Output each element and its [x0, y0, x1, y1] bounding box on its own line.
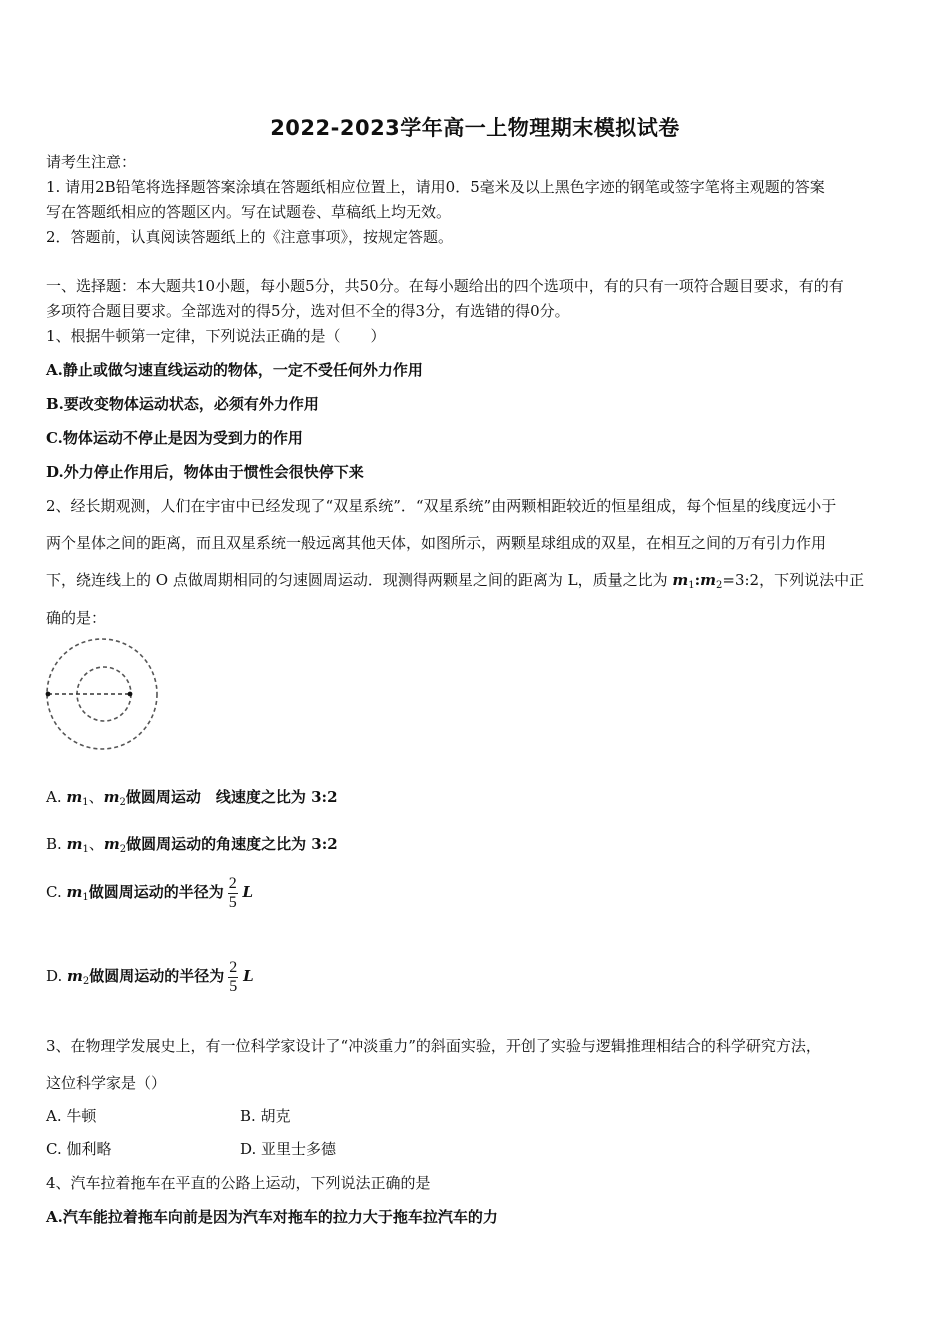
page-title: 2022-2023学年高一上物理期末模拟试卷	[270, 116, 680, 140]
q2-option-d	[46, 956, 906, 1002]
q2-option-a-text: 做圆周运动 线速度之比为 3:2	[125, 788, 338, 806]
q1-option-b: B.要改变物体运动状态，必须有外力作用	[46, 395, 319, 413]
q2-option-c-fraction	[228, 875, 238, 912]
q2-option-d-frac-num: 2	[229, 958, 238, 976]
q2-option-c-frac-den: 5	[228, 893, 237, 911]
q1-option-c: C.物体运动不停止是因为受到力的作用	[46, 429, 303, 447]
q1-stem: 1、根据牛顿第一定律，下列说法正确的是（ ）	[46, 327, 386, 345]
section-intro-2: 多项符合题目要求。全部选对的得5分，选对但不全的得3分，有选错的得0分。	[46, 302, 570, 320]
q1-option-d: D.外力停止作用后，物体由于惯性会很快停下来	[46, 463, 364, 481]
q2-m2-sub: 2	[716, 580, 723, 591]
q3-option-row-2	[46, 1139, 906, 1159]
q2-stem-3b: =3:2，下列说法中正	[722, 571, 865, 589]
q1-option-a: A.静止或做匀速直线运动的物体，一定不受任何外力作用	[46, 361, 423, 379]
star-1	[46, 692, 51, 697]
q2-stem-1: 2、经长期观测，人们在宇宙中已经发现了“双星系统”．“双星系统”由两颗相距较近的恒星组成，每个恒星的线度远小于	[46, 497, 837, 515]
q2-option-b	[46, 834, 906, 860]
notice-heading: 请考生注意：	[46, 153, 137, 171]
q2-stem-2: 两个星体之间的距离，而且双星系统一般远离其他天体，如图所示，两颗星球组成的双星，在相互之间的万有引力作用	[46, 534, 827, 552]
q3-stem-2: 这位科学家是（）	[46, 1074, 167, 1092]
q2-colon: :	[694, 571, 701, 589]
q2-option-c-text: 做圆周运动的半径为	[88, 883, 224, 901]
star-2	[128, 692, 133, 697]
q2-m1-sub: 1	[688, 580, 695, 591]
q2-stem-3	[46, 570, 906, 596]
q2-option-b-prefix: B.	[46, 835, 67, 853]
q3-option-row-1	[46, 1106, 906, 1126]
binary-star-diagram	[44, 636, 164, 752]
q2-option-b-m1: m	[66, 835, 83, 853]
notice-line-1a: 1. 请用2B铅笔将选择题答案涂填在答题纸相应位置上，请用0．5毫米及以上黑色字迹的钢笔或签字笔将主观题的答案	[46, 178, 825, 196]
q3-option-a: A. 牛顿	[46, 1107, 97, 1125]
q2-option-c-m1: m	[66, 883, 83, 901]
q4-stem: 4、汽车拉着拖车在平直的公路上运动，下列说法正确的是	[46, 1174, 431, 1192]
q2-option-a-m1: m	[66, 788, 83, 806]
q2-option-c-L: L	[242, 883, 254, 901]
q2-option-c	[46, 872, 906, 918]
q2-option-d-prefix: D.	[46, 967, 68, 985]
q2-option-a-sep: 、	[88, 788, 104, 806]
q2-m2: m	[700, 571, 717, 589]
q2-option-d-m2: m	[67, 967, 83, 985]
q2-option-c-m1-sub: 1	[82, 892, 89, 903]
q2-m1: m	[672, 571, 689, 589]
q4-option-a: A.汽车能拉着拖车向前是因为汽车对拖车的拉力大于拖车拉汽车的力	[46, 1208, 498, 1226]
q2-option-a-prefix: A.	[46, 788, 67, 806]
q2-option-a-m1-sub: 1	[82, 797, 89, 808]
q2-option-d-L: L	[243, 967, 254, 985]
q2-option-a-m2: m	[103, 788, 120, 806]
q2-option-d-text: 做圆周运动的半径为	[89, 967, 225, 985]
q2-stem-3a: 下，绕连线上的 O 点做周期相同的匀速圆周运动．现测得两颗星之间的距离为 L，质量之比为	[46, 571, 673, 589]
q2-option-a-m2-sub: 2	[119, 797, 126, 808]
q2-option-b-text: 做圆周运动的角速度之比为 3:2	[126, 835, 338, 853]
q3-option-d: D. 亚里士多德	[240, 1140, 337, 1158]
q2-option-b-sep: 、	[88, 835, 104, 853]
notice-line-2: 2．答题前，认真阅读答题纸上的《注意事项》，按规定答题。	[46, 228, 454, 246]
q2-option-d-m2-sub: 2	[82, 976, 90, 987]
q3-stem-1: 3、在物理学发展史上，有一位科学家设计了“冲淡重力”的斜面实验，开创了实验与逻辑推理相结合的科学研究方法，	[46, 1037, 821, 1055]
q2-option-d-frac-den: 5	[229, 977, 238, 995]
q2-option-c-prefix: C.	[46, 883, 67, 901]
q2-option-d-fraction	[228, 959, 238, 996]
q2-option-b-m2: m	[103, 835, 120, 853]
q3-option-b: B. 胡克	[240, 1107, 291, 1125]
q2-option-a	[46, 787, 906, 813]
q2-option-b-m1-sub: 1	[82, 844, 89, 855]
section-intro-1: 一、选择题：本大题共10小题，每小题5分，共50分。在每小题给出的四个选项中，有的只有一项符合题目要求，有的有	[46, 277, 844, 295]
q2-option-b-m2-sub: 2	[119, 844, 127, 855]
q2-stem-4: 确的是：	[46, 609, 107, 627]
notice-line-1b: 写在答题纸相应的答题区内。写在试题卷、草稿纸上均无效。	[46, 203, 452, 221]
q2-option-c-frac-num: 2	[228, 874, 237, 892]
q3-option-c: C. 伽利略	[46, 1140, 112, 1158]
